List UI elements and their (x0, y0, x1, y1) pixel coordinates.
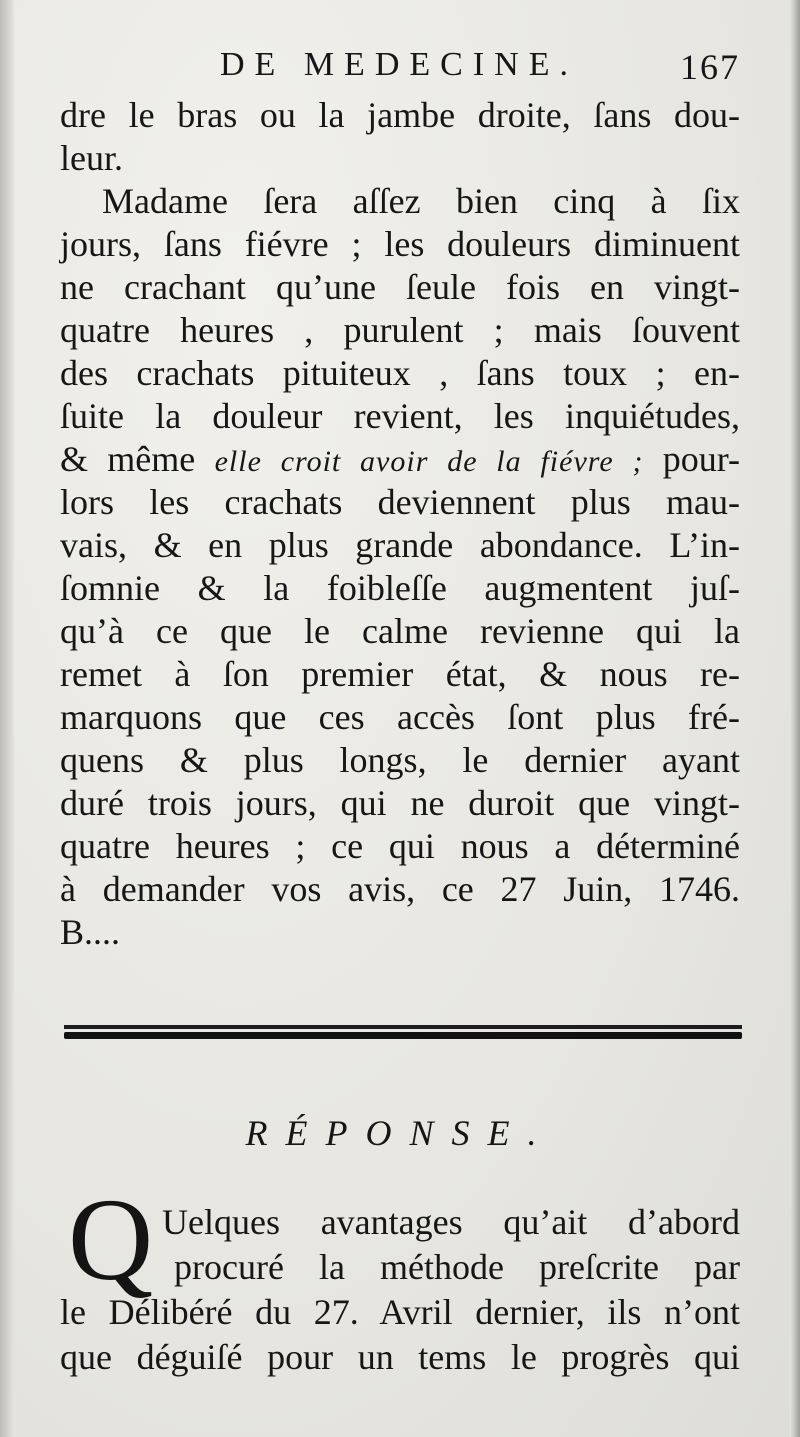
text-line: Madame ſera aſſez bien cinq à ſix (102, 181, 740, 221)
text-line: marquons que ces accès ſont plus fré- (60, 697, 740, 737)
text-line: vais, & en plus grande abondance. L’in- (60, 525, 740, 565)
text-line: lors les crachats deviennent plus mau- (60, 482, 740, 522)
section-title: RÉPONSE. (245, 1113, 555, 1153)
text-line (60, 438, 740, 481)
text-line: leur. (60, 138, 123, 178)
text-line: ſuite la douleur revient, les inquiétudes, (60, 396, 740, 436)
text-line: quens & plus longs, le dernier ayant (60, 740, 740, 780)
text-line: jours, ſans fiévre ; les douleurs diminuent (60, 224, 740, 264)
page-header (60, 46, 740, 96)
text-line: ne crachant qu’une ſeule fois en vingt- (60, 267, 740, 307)
text-line: ſomnie & la foibleſſe augmentent juſ- (60, 568, 740, 608)
text-line: Uelques avantages qu’ait d’abord (162, 1202, 740, 1242)
text-line: duré trois jours, qui ne duroit que vingt- (60, 783, 740, 823)
running-head: DE MEDECINE. (220, 46, 578, 83)
text-line: qu’à ce que le calme revienne qui la (60, 611, 740, 651)
letter-body (60, 94, 740, 954)
divider-thick-line (64, 1032, 742, 1039)
page-left-edge (0, 0, 14, 1437)
text-line: des crachats pituiteux , ſans toux ; en- (60, 353, 740, 393)
section-divider (64, 1025, 742, 1039)
text-line: que déguiſé pour un tems le progrès qui (60, 1337, 740, 1377)
italic-phrase: elle croit avoir de la fiévre ; (214, 445, 644, 478)
text-segment: & même (60, 439, 196, 479)
divider-thin-line (64, 1025, 742, 1029)
text-line: remet à ſon premier état, & nous re- (60, 654, 740, 694)
page-right-edge (790, 0, 800, 1437)
text-line: à demander vos avis, ce 27 Juin, 1746. (60, 869, 740, 909)
text-line: le Délibéré du 27. Avril dernier, ils n’ont (60, 1292, 740, 1332)
signature: B.... (60, 912, 121, 952)
text-line: quatre heures ; ce qui nous a déterminé (60, 826, 740, 866)
text-line: procuré la méthode preſcrite par (174, 1247, 740, 1287)
reponse-body (60, 1200, 740, 1380)
text-segment: pour- (662, 439, 741, 479)
drop-cap: Q (68, 1174, 154, 1305)
page-number: 167 (680, 47, 740, 87)
text-line: quatre heures , purulent ; mais ſouvent (60, 310, 740, 350)
text-line: dre le bras ou la jambe droite, ſans dou- (60, 95, 740, 135)
